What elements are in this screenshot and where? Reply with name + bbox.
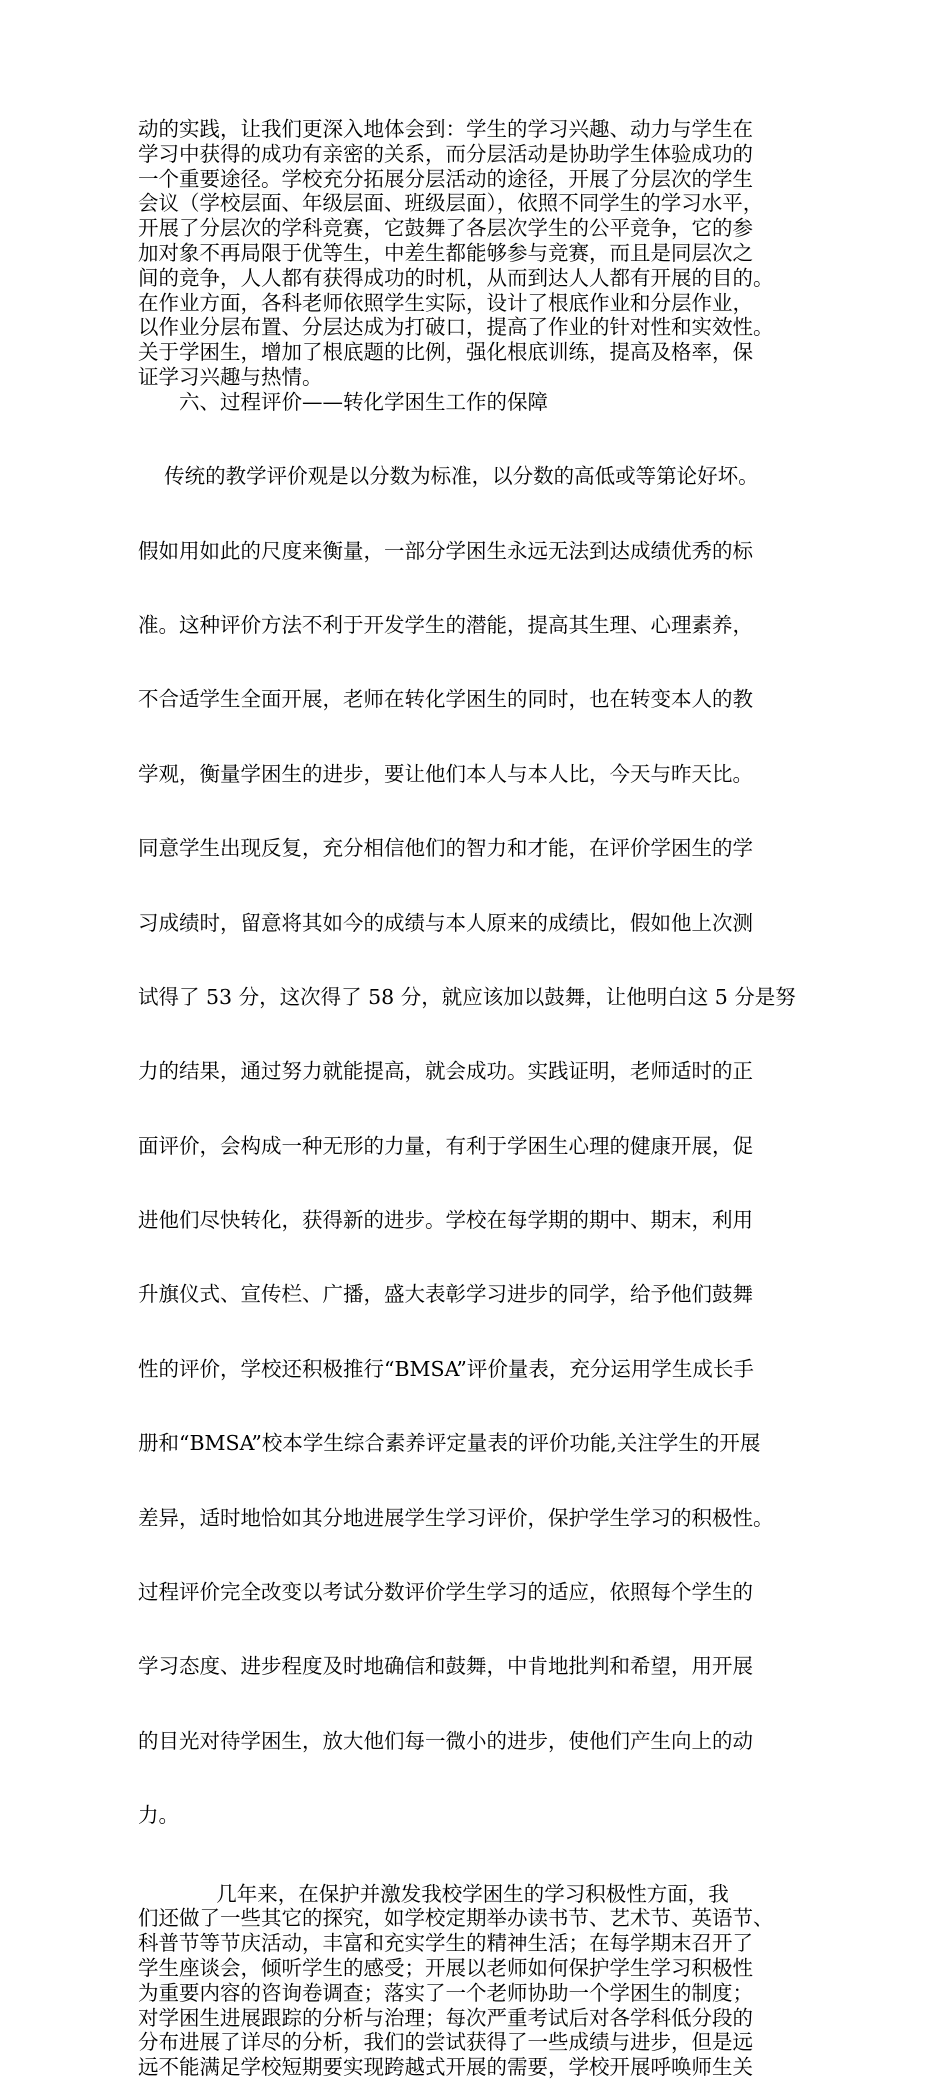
text-line: 会议（学校层面、年级层面、班级层面），依照不同学生的学习水平， [138,191,764,216]
text-line: 加对象不再局限于优等生，中差生都能够参与竞赛，而且是同层次之 [138,240,753,265]
text-line: 间的竞争，人人都有获得成功的时机，从而到达人人都有开展的目的。 [138,265,774,290]
text-line: 对学困生进展跟踪的分析与治理；每次严重考试后对各学科低分段的 [138,2005,753,2030]
text-line: 科普节等节庆活动，丰富和充实学生的精神生活；在每学期末召开了 [138,1931,753,1956]
text-line: 为重要内容的咨询卷调查；落实了一个老师协助一个学困生的制度； [138,1980,753,2005]
paragraph-evaluation [138,415,818,1878]
text-line: 关于学困生，增加了根底题的比例，强化根底训练，提高及格率，保 [138,340,753,365]
text-line: 习成绩时，留意将其如今的成绩与本人原来的成绩比，假如他上次测 [138,910,753,935]
text-line: 准。这种评价方法不利于开发学生的潜能，提高其生理、心理素养， [138,612,753,637]
text-line: 学习态度、进步程度及时地确信和鼓舞，中肯地批判和希望，用开展 [138,1654,753,1679]
text-line: 力的结果，通过努力就能提高，就会成功。实践证明，老师适时的正 [138,1059,753,1084]
text-line: 力。 [138,1803,179,1828]
document-body [138,117,818,2080]
text-line: 差异，适时地恰如其分地进展学生学习评价，保护学生学习的积极性。 [138,1505,774,1530]
text-line: 证学习兴趣与热情。 [138,364,323,389]
paragraph-other-explorations [138,1882,818,2080]
text-line: 升旗仪式、宣传栏、广播，盛大表彰学习进步的同学，给予他们鼓舞 [138,1282,753,1307]
text-line: 分布进展了详尽的分析，我们的尝试获得了一些成绩与进步，但是远 [138,2030,753,2055]
paragraph-layered-activities [138,117,818,390]
section-heading-process-evaluation [138,390,818,415]
text-line: 一个重要途径。学校充分拓展分层活动的途径，开展了分层次的学生 [138,166,753,191]
text-line: 学生座谈会，倾听学生的感受；开展以老师如何保护学生学习积极性 [138,1955,753,1980]
text-line: 的目光对待学困生，放大他们每一微小的进步，使他们产生向上的动 [138,1728,753,1753]
text-line: 假如用如此的尺度来衡量，一部分学困生永远无法到达成绩优秀的标 [138,538,753,563]
text-line: 动的实践，让我们更深入地体会到：学生的学习兴趣、动力与学生在 [138,117,753,141]
text-line: 传统的教学评价观是以分数为标准，以分数的高低或等第论好坏。 [138,464,759,489]
text-line: 开展了分层次的学科竞赛，它鼓舞了各层次学生的公平竞争，它的参 [138,216,753,241]
text-line: 面评价，会构成一种无形的力量，有利于学困生心理的健康开展，促 [138,1133,753,1158]
text-line: 们还做了一些其它的探究，如学校定期举办读书节、艺术节、英语节、 [138,1906,774,1931]
text-line: 学习中获得的成功有亲密的关系，而分层活动是协助学生体验成功的 [138,141,753,166]
text-line: 进他们尽快转化，获得新的进步。学校在每学期的期中、期末，利用 [138,1208,753,1233]
text-line: 过程评价完全改变以考试分数评价学生学习的适应，依照每个学生的 [138,1580,753,1605]
text-line: 册和“BMSA”校本学生综合素养评定量表的评价功能,关注学生的开展 [138,1431,761,1456]
text-line: 不合适学生全面开展，老师在转化学困生的同时，也在转变本人的教 [138,687,753,712]
text-line: 几年来，在保护并激发我校学困生的学习积极性方面，我 [138,1881,729,1906]
text-line: 学观，衡量学困生的进步，要让他们本人与本人比，今天与昨天比。 [138,761,753,786]
text-line: 在作业方面，各科老师依照学生实际，设计了根底作业和分层作业， [138,290,753,315]
text-line: 性的评价，学校还积极推行“BMSA”评价量表，充分运用学生成长手 [138,1356,754,1381]
text-line: 同意学生出现反复，充分相信他们的智力和才能，在评价学困生的学 [138,836,753,861]
text-line: 以作业分层布置、分层达成为打破口，提高了作业的针对性和实效性。 [138,315,774,340]
text-line: 远不能满足学校短期要实现跨越式开展的需要，学校开展呼唤师生关 [138,2055,753,2080]
text-line: 试得了 53 分，这次得了 58 分，就应该加以鼓舞，让他明白这 5 分是努 [138,984,796,1009]
heading-text: 六、过程评价——转化学困生工作的保障 [179,389,548,414]
